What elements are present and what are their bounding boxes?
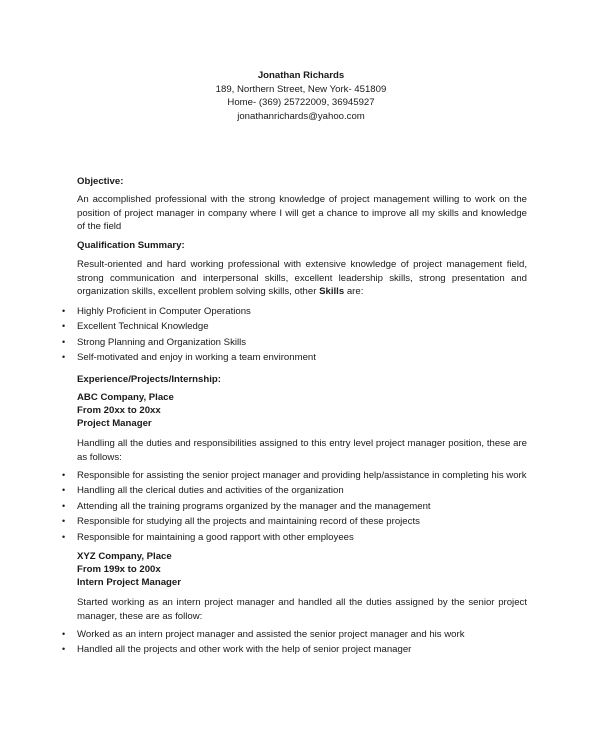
bullet-icon: •	[62, 336, 66, 347]
list-item	[62, 305, 316, 320]
list-item	[62, 484, 527, 499]
qualification-text	[77, 258, 527, 299]
contact-header	[0, 69, 600, 123]
email: jonathanrichards@yahoo.com	[237, 110, 365, 122]
list-item-text: Strong Planning and Organization Skills	[77, 336, 247, 348]
list-item-text: Handled all the projects and other work with the help of senior project manager	[77, 644, 412, 656]
address: 189, Northern Street, New York- 451809	[215, 83, 387, 95]
bullet-icon: •	[62, 531, 66, 542]
bullet-icon: •	[62, 306, 66, 316]
bullet-icon: •	[62, 470, 66, 480]
list-item	[62, 643, 465, 658]
job-2-company: XYZ Company, Place	[77, 551, 172, 562]
bullet-icon: •	[62, 644, 66, 655]
list-item	[62, 336, 316, 351]
list-item	[62, 469, 527, 484]
list-item-text: Responsible for studying all the projects and maintaining record of these projects	[77, 516, 420, 528]
list-item-text: Attending all the training programs organized by the manager and the management	[77, 500, 431, 512]
job-2-header	[77, 550, 181, 590]
job-2-bullets	[62, 628, 465, 659]
list-item-text: Responsible for assisting the senior project manager and providing help/assistance in completing his work	[77, 470, 527, 481]
list-item-text: Worked as an intern project manager and assisted the senior project manager and his work	[77, 629, 465, 640]
list-item	[62, 628, 465, 643]
list-item-text: Excellent Technical Knowledge	[77, 321, 209, 333]
list-item	[62, 500, 527, 515]
list-item	[62, 515, 527, 530]
list-item-text: Self-motivated and enjoy in working a team environment	[77, 352, 316, 364]
bullet-icon: •	[62, 485, 66, 496]
list-item	[62, 531, 527, 546]
job-1-bullets	[62, 469, 527, 546]
bullet-icon: •	[62, 516, 66, 527]
objective-heading: Objective:	[77, 176, 124, 187]
job-1-dates: From 20xx to 20xx	[77, 405, 161, 417]
bullet-icon: •	[62, 352, 66, 363]
qualification-heading: Qualification Summary:	[77, 240, 185, 251]
qualification-bullets	[62, 305, 316, 367]
candidate-name: Jonathan Richards	[257, 70, 345, 81]
bullet-icon: •	[62, 321, 66, 332]
job-1-company: ABC Company, Place	[77, 392, 174, 403]
job-2-description: Started working as an intern project manager and handled all the duties assigned by the senior project manager, these are as follow:	[77, 597, 527, 622]
qualification-skills-word: Skills	[319, 286, 345, 298]
bullet-icon: •	[62, 629, 66, 639]
bullet-icon: •	[62, 500, 66, 511]
job-2-title: Intern Project Manager	[77, 577, 181, 589]
experience-heading: Experience/Projects/Internship:	[77, 374, 221, 385]
job-1-description: Handling all the duties and responsibilities assigned to this entry level project manager position, these are as follows:	[77, 438, 527, 463]
job-1-title: Project Manager	[77, 418, 152, 430]
list-item-text: Responsible for maintaining a good rapport with other employees	[77, 531, 354, 543]
list-item-text: Highly Proficient in Computer Operations	[77, 306, 251, 317]
list-item-text: Handling all the clerical duties and activities of the organization	[77, 485, 344, 497]
objective-text: An accomplished professional with the strong knowledge of project management willing to work on the position of project manager in company where I will get a chance to improve all my skills and knowledge of the field	[77, 194, 527, 233]
job-1-header	[77, 391, 174, 431]
qualification-text-before: Result-oriented and hard working professional with extensive knowledge of project management field, strong communication and interpersonal skills, excellent leadership skills, strong presentation and organization skills, excellent problem solving skills, other	[77, 259, 527, 298]
list-item	[62, 320, 316, 335]
phone: Home- (369) 25722009, 36945927	[227, 97, 375, 108]
list-item	[62, 351, 316, 366]
qualification-text-after: are:	[344, 286, 364, 298]
job-2-dates: From 199x to 200x	[77, 564, 161, 576]
